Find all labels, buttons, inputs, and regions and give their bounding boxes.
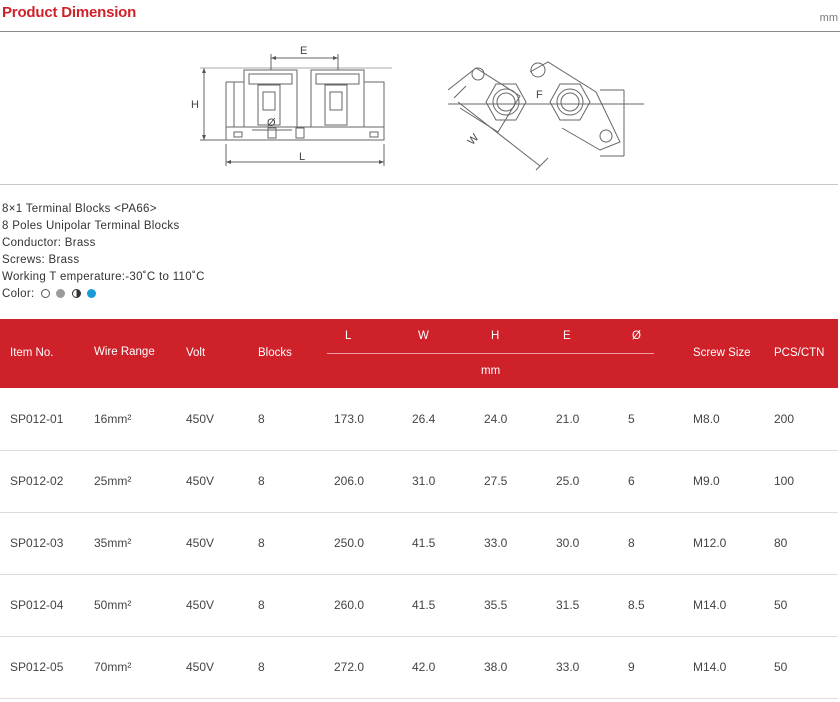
cell-blocks: 8 <box>258 474 265 488</box>
cell-wire-range: 50mm² <box>94 598 132 612</box>
cell-E: 25.0 <box>556 474 580 488</box>
label-L: L <box>299 151 306 163</box>
label-W: W <box>465 131 482 148</box>
cell-H: 27.5 <box>484 474 508 488</box>
label-H: H <box>191 99 199 111</box>
color-swatch-grey <box>56 289 65 298</box>
dimension-drawing <box>0 32 840 184</box>
cell-W: 41.5 <box>412 598 436 612</box>
label-F: F <box>536 89 543 101</box>
col-E: E <box>563 330 571 342</box>
col-H: H <box>491 330 500 342</box>
table-row <box>0 512 838 575</box>
spec-line: Working T emperature:-30˚C to 110˚C <box>2 271 205 283</box>
label-diameter: Ø <box>267 117 276 129</box>
table-header <box>0 319 838 388</box>
cell-L: 250.0 <box>334 536 365 550</box>
cell-pcs-ctn: 100 <box>774 474 795 488</box>
cell-E: 33.0 <box>556 660 580 674</box>
col-wire-range: Wire Range <box>94 346 155 358</box>
cell-blocks: 8 <box>258 412 265 426</box>
side-view-drawing <box>448 62 644 170</box>
cell-L: 272.0 <box>334 660 365 674</box>
color-row <box>2 286 205 303</box>
spec-line: Screws: Brass <box>2 254 80 266</box>
cell-E: 21.0 <box>556 412 580 426</box>
cell-L: 206.0 <box>334 474 365 488</box>
cell-volt: 450V <box>186 474 215 488</box>
color-swatch-blue <box>87 289 96 298</box>
cell-pcs-ctn: 80 <box>774 536 788 550</box>
cell-diameter: 9 <box>628 660 635 674</box>
color-swatch-black-white <box>72 289 81 298</box>
cell-screw-size: M8.0 <box>693 412 720 426</box>
cell-W: 31.0 <box>412 474 436 488</box>
cell-volt: 450V <box>186 660 215 674</box>
cell-wire-range: 35mm² <box>94 536 132 550</box>
dimension-diagram <box>0 32 840 184</box>
spec-line: 8 Poles Unipolar Terminal Blocks <box>2 220 180 232</box>
col-L: L <box>345 330 352 342</box>
cell-volt: 450V <box>186 536 215 550</box>
color-swatch-white <box>41 289 50 298</box>
col-pcs-ctn: PCS/CTN <box>774 347 825 359</box>
cell-diameter: 5 <box>628 412 635 426</box>
cell-W: 41.5 <box>412 536 436 550</box>
cell-wire-range: 16mm² <box>94 412 132 426</box>
col-mm-unit: mm <box>481 365 501 377</box>
spec-block <box>2 201 205 303</box>
cell-W: 26.4 <box>412 412 436 426</box>
spec-line: Conductor: Brass <box>2 237 96 249</box>
cell-blocks: 8 <box>258 598 265 612</box>
front-view-drawing <box>200 54 392 166</box>
table-row <box>0 388 838 451</box>
cell-wire-range: 25mm² <box>94 474 132 488</box>
table-row <box>0 450 838 513</box>
cell-H: 24.0 <box>484 412 508 426</box>
col-diameter: Ø <box>632 330 641 342</box>
color-label: Color: <box>2 288 35 300</box>
col-blocks: Blocks <box>258 347 292 359</box>
cell-wire-range: 70mm² <box>94 660 132 674</box>
cell-item-no: SP012-05 <box>10 660 64 674</box>
table-row <box>0 636 838 699</box>
cell-pcs-ctn: 200 <box>774 412 795 426</box>
cell-E: 30.0 <box>556 536 580 550</box>
col-W: W <box>418 330 429 342</box>
cell-H: 38.0 <box>484 660 508 674</box>
spec-line: 8×1 Terminal Blocks <PA66> <box>2 203 157 215</box>
col-volt: Volt <box>186 347 206 359</box>
col-screw-size: Screw Size <box>693 347 751 359</box>
cell-screw-size: M14.0 <box>693 598 727 612</box>
cell-L: 173.0 <box>334 412 365 426</box>
cell-diameter: 8 <box>628 536 635 550</box>
cell-item-no: SP012-01 <box>10 412 64 426</box>
header-divider <box>327 353 654 354</box>
cell-H: 35.5 <box>484 598 508 612</box>
section-title: Product Dimension <box>2 4 137 21</box>
col-item-no: Item No. <box>10 347 54 359</box>
section-header <box>0 0 840 32</box>
table-row <box>0 574 838 637</box>
cell-diameter: 8.5 <box>628 598 645 612</box>
cell-screw-size: M14.0 <box>693 660 727 674</box>
cell-screw-size: M9.0 <box>693 474 720 488</box>
cell-pcs-ctn: 50 <box>774 660 788 674</box>
label-E: E <box>300 45 308 57</box>
cell-H: 33.0 <box>484 536 508 550</box>
cell-pcs-ctn: 50 <box>774 598 788 612</box>
cell-item-no: SP012-02 <box>10 474 64 488</box>
cell-item-no: SP012-04 <box>10 598 64 612</box>
cell-item-no: SP012-03 <box>10 536 64 550</box>
cell-E: 31.5 <box>556 598 580 612</box>
cell-W: 42.0 <box>412 660 436 674</box>
unit-label: mm <box>819 12 838 24</box>
cell-diameter: 6 <box>628 474 635 488</box>
cell-volt: 450V <box>186 412 215 426</box>
cell-blocks: 8 <box>258 536 265 550</box>
separator <box>0 184 838 185</box>
cell-blocks: 8 <box>258 660 265 674</box>
cell-volt: 450V <box>186 598 215 612</box>
cell-screw-size: M12.0 <box>693 536 727 550</box>
cell-L: 260.0 <box>334 598 365 612</box>
